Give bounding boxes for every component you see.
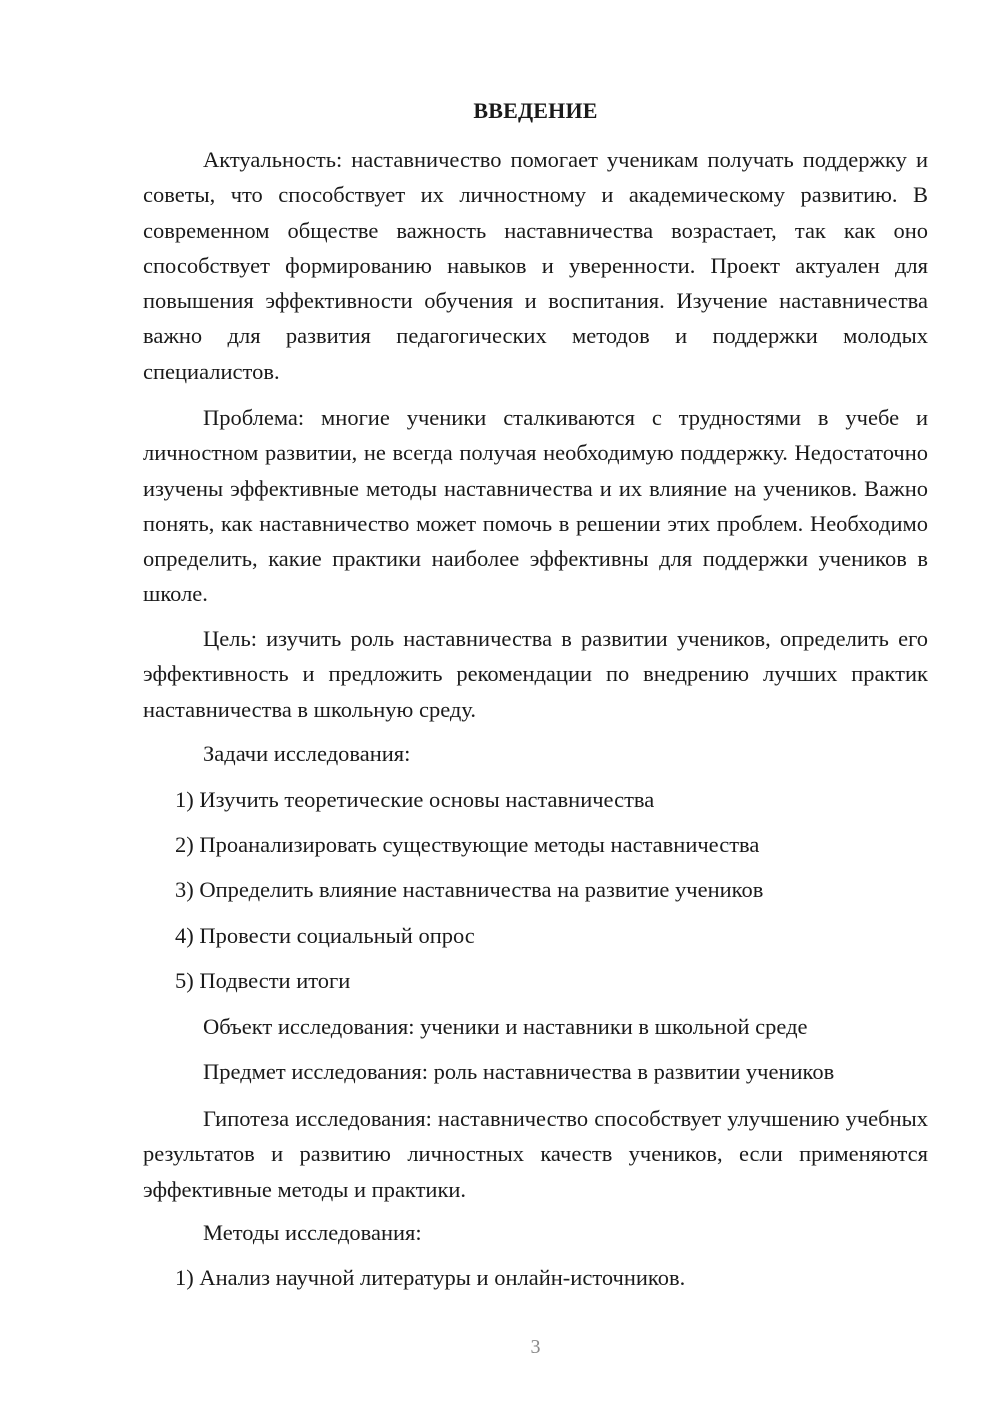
- relevance-paragraph: Актуальность: наставничество помогает ученикам получать поддержку и советы, что способствует их личностному и академическому развитию. В современном обществе важность наставничества возрастает, так как оно способствует формированию навыков и уверенности. Проект актуален для повышения эффективности обучения и воспитания. Изучение наставничества важно для развития педагогических методов и поддержки молодых специалистов.: [143, 147, 928, 384]
- task-item-2: 2) Проанализировать существующие методы наставничества: [175, 832, 760, 857]
- research-subject: Предмет исследования: роль наставничества в развитии учеников: [203, 1059, 835, 1084]
- problem-paragraph: Проблема: многие ученики сталкиваются с трудностями в учебе и личностном развитии, не всегда получая необходимую поддержку. Недостаточно изучены эффективные методы наставничества и их влияние на учеников. Важно понять, как наставничество может помочь в решении этих проблем. Необходимо определить, какие практики наиболее эффективны для поддержки учеников в школе.: [143, 405, 928, 607]
- task-item-4: 4) Провести социальный опрос: [175, 923, 475, 948]
- task-item-1: 1) Изучить теоретические основы наставничества: [175, 787, 655, 812]
- hypothesis-paragraph: Гипотеза исследования: наставничество способствует улучшению учебных результатов и развитию личностных качеств учеников, если применяются эффективные методы и практики.: [143, 1106, 928, 1202]
- task-item-5: 5) Подвести итоги: [175, 968, 351, 993]
- methods-heading: Методы исследования:: [203, 1220, 422, 1245]
- document-page: [143, 0, 928, 1414]
- research-object: Объект исследования: ученики и наставники в школьной среде: [203, 1014, 808, 1039]
- page-number: 3: [530, 1336, 541, 1358]
- task-item-3: 3) Определить влияние наставничества на развитие учеников: [175, 877, 764, 902]
- section-title: ВВЕДЕНИЕ: [473, 98, 598, 123]
- method-item-1: 1) Анализ научной литературы и онлайн-источников.: [175, 1265, 686, 1290]
- tasks-heading: Задачи исследования:: [203, 741, 411, 766]
- goal-paragraph: Цель: изучить роль наставничества в развитии учеников, определить его эффективность и предложить рекомендации по внедрению лучших практик наставничества в школьную среду.: [143, 626, 928, 722]
